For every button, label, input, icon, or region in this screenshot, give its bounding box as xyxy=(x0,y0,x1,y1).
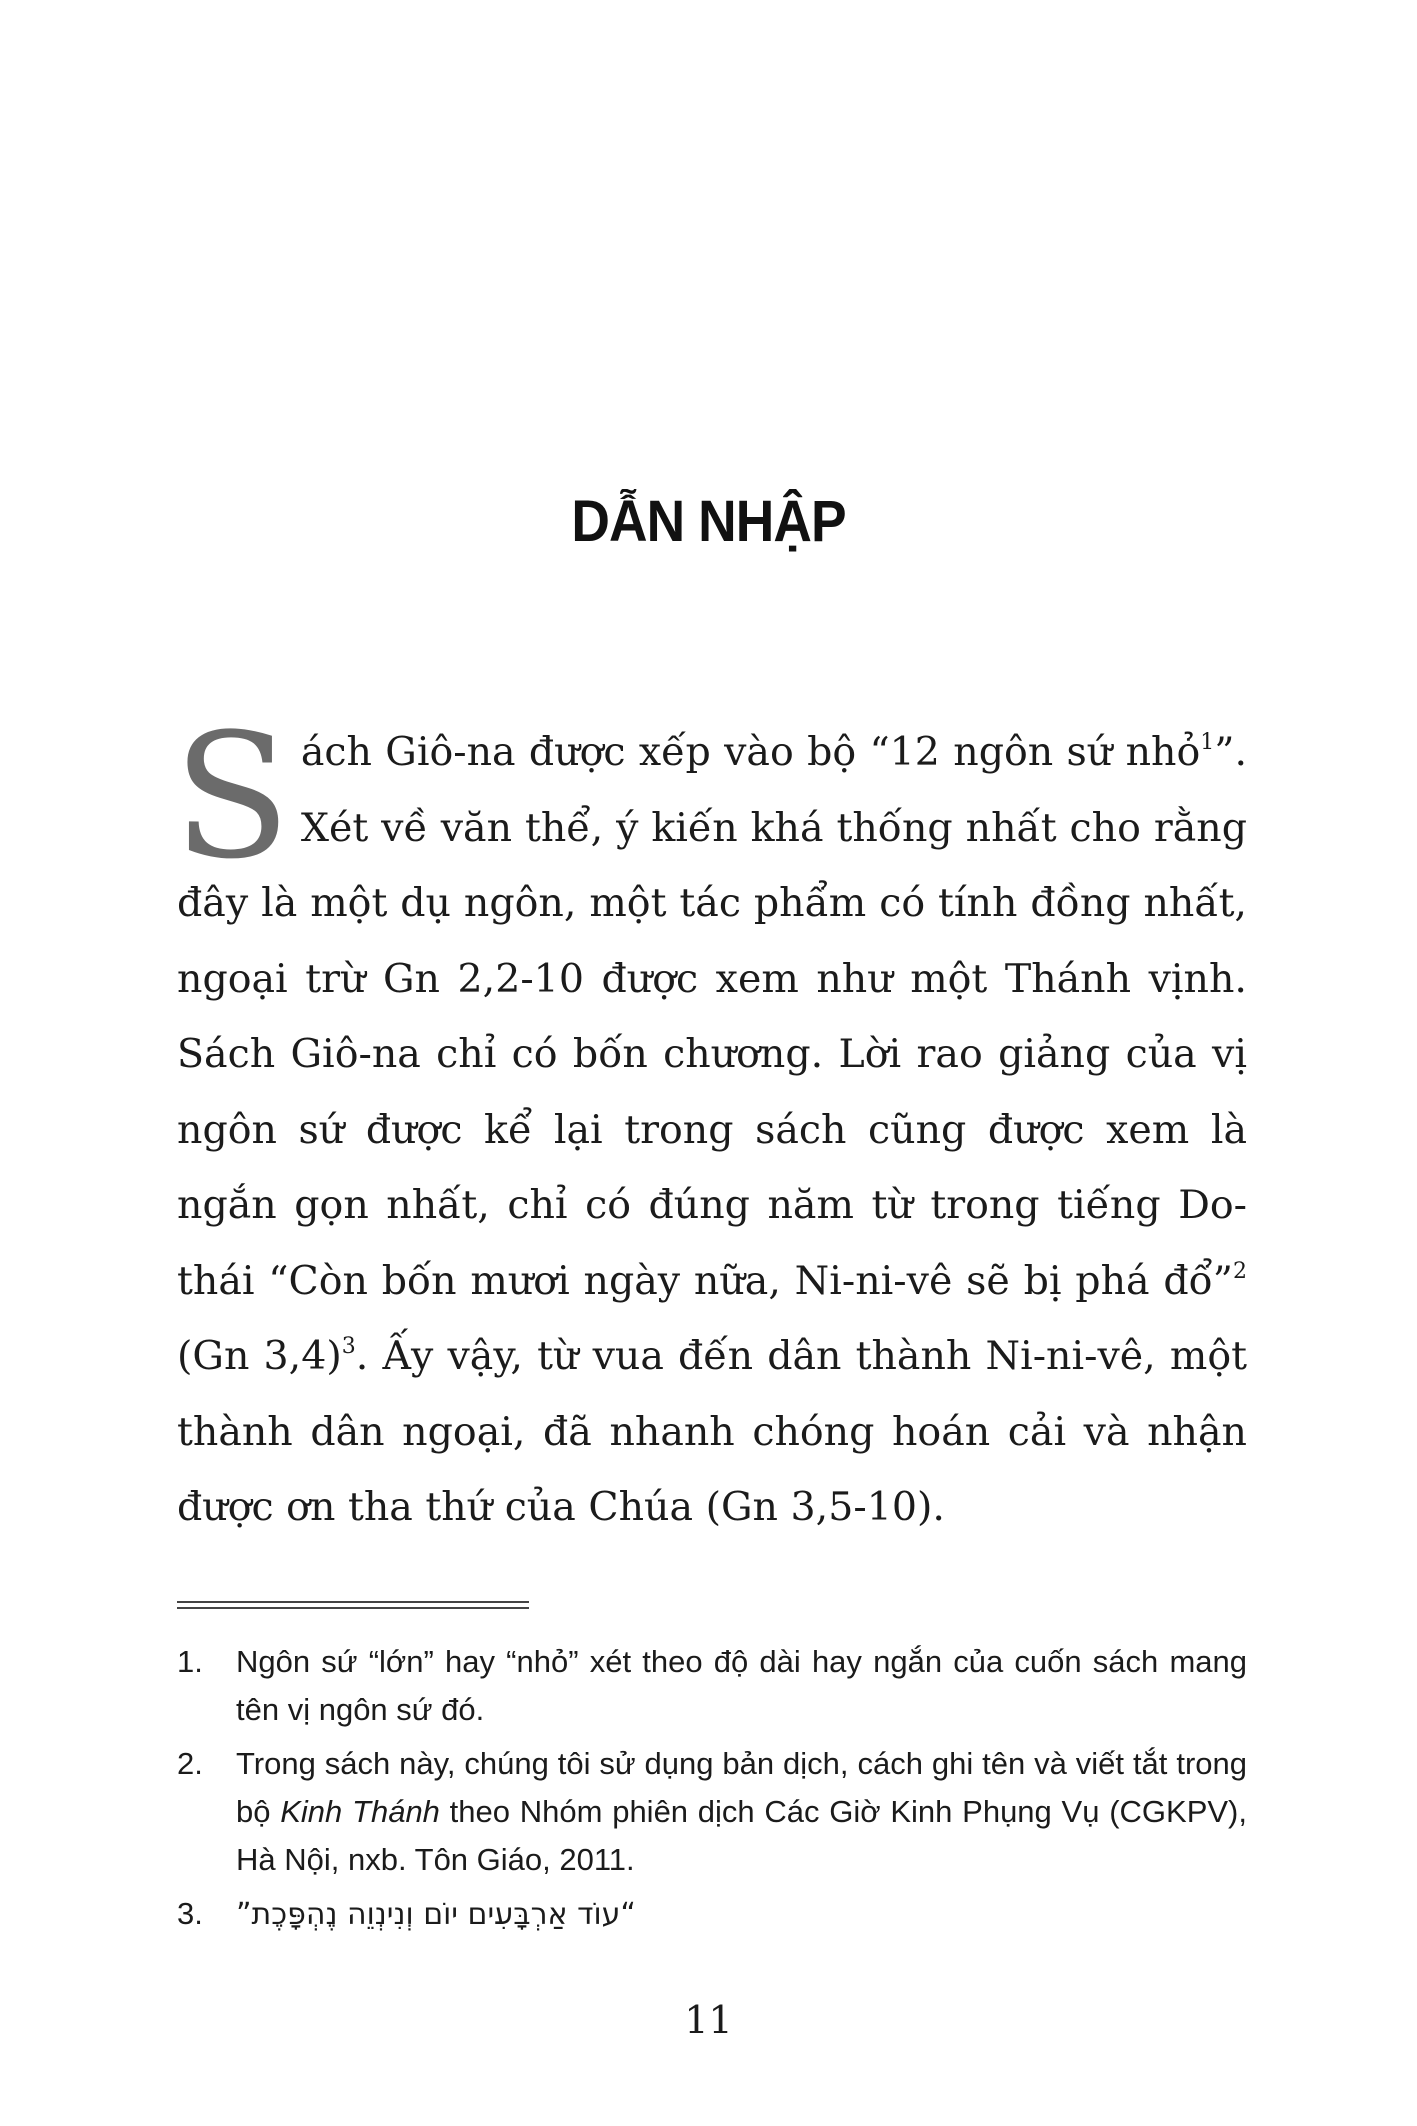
body-text-1: ách Giô-na được xếp vào bộ “12 ngôn sứ nhỏ xyxy=(300,729,1201,775)
body-text-3: (Gn 3,4) xyxy=(177,1333,342,1379)
footnote-number: 1. xyxy=(177,1644,203,1679)
footnote-ref-1: 1 xyxy=(1200,730,1215,755)
book-title: Kinh Thánh xyxy=(280,1794,440,1829)
page-number: 11 xyxy=(684,1998,733,2042)
body-text-2: ”. Xét về văn thể, ý kiến khá thống nhất cho rằng đây là một dụ ngôn, một tác phẩm có tính đồng nhất, ngoại trừ Gn 2,2-10 được xem như một Thánh vịnh. Sách Giô-na chỉ có bốn chương. Lời rao giảng của vị ngôn sứ được kể lại trong sách cũng được xem là ngắn gọn nhất, chỉ có đúng năm từ trong tiếng Do-thái “Còn bốn mươi ngày nữa, Ni-ni-vê sẽ bị phá đổ” xyxy=(177,729,1247,1304)
footnote-text: Ngôn sứ “lớn” hay “nhỏ” xét theo độ dài hay ngắn của cuốn sách mang tên vị ngôn sứ đó. xyxy=(236,1644,1247,1727)
drop-cap: S xyxy=(173,696,291,897)
footnote-number: 3. xyxy=(177,1896,203,1931)
footnote-text xyxy=(236,1740,1247,1884)
body-text-4: . Ấy vậy, từ vua đến dân thành Ni-ni-vê, một thành dân ngoại, đã nhanh chóng hoán cải và nhận được ơn tha thứ của Chúa (Gn 3,5-10). xyxy=(177,1333,1247,1530)
footnote-text-after: theo Nhóm phiên dịch Các Giờ Kinh Phụng Vụ (CGKPV), Hà Nội, nxb. Tôn Giáo, 2011. xyxy=(236,1794,1247,1877)
footnote-number: 2. xyxy=(177,1746,203,1781)
footnote-2 xyxy=(177,1740,1247,1884)
footnote-text xyxy=(236,1890,1247,1939)
footnote-1 xyxy=(177,1638,1247,1734)
hebrew-quote: “עוֹד אַרְבָּעִים יוֹם וְנִינְוֵה נֶהְפָּכֶת” xyxy=(236,1897,636,1932)
footnote-text-before: Trong sách này, chúng tôi sử dụng bản dịch, cách ghi tên và viết tắt trong bộ xyxy=(236,1746,1247,1829)
footnote-ref-3: 3 xyxy=(341,1334,356,1359)
chapter-title: DẪN NHẬP xyxy=(571,489,846,554)
footnote-separator xyxy=(177,1601,529,1609)
footnote-3 xyxy=(177,1890,1247,1939)
body-paragraph xyxy=(173,696,1247,1546)
footnote-ref-2: 2 xyxy=(1233,1258,1247,1284)
footnotes xyxy=(177,1638,1247,1945)
